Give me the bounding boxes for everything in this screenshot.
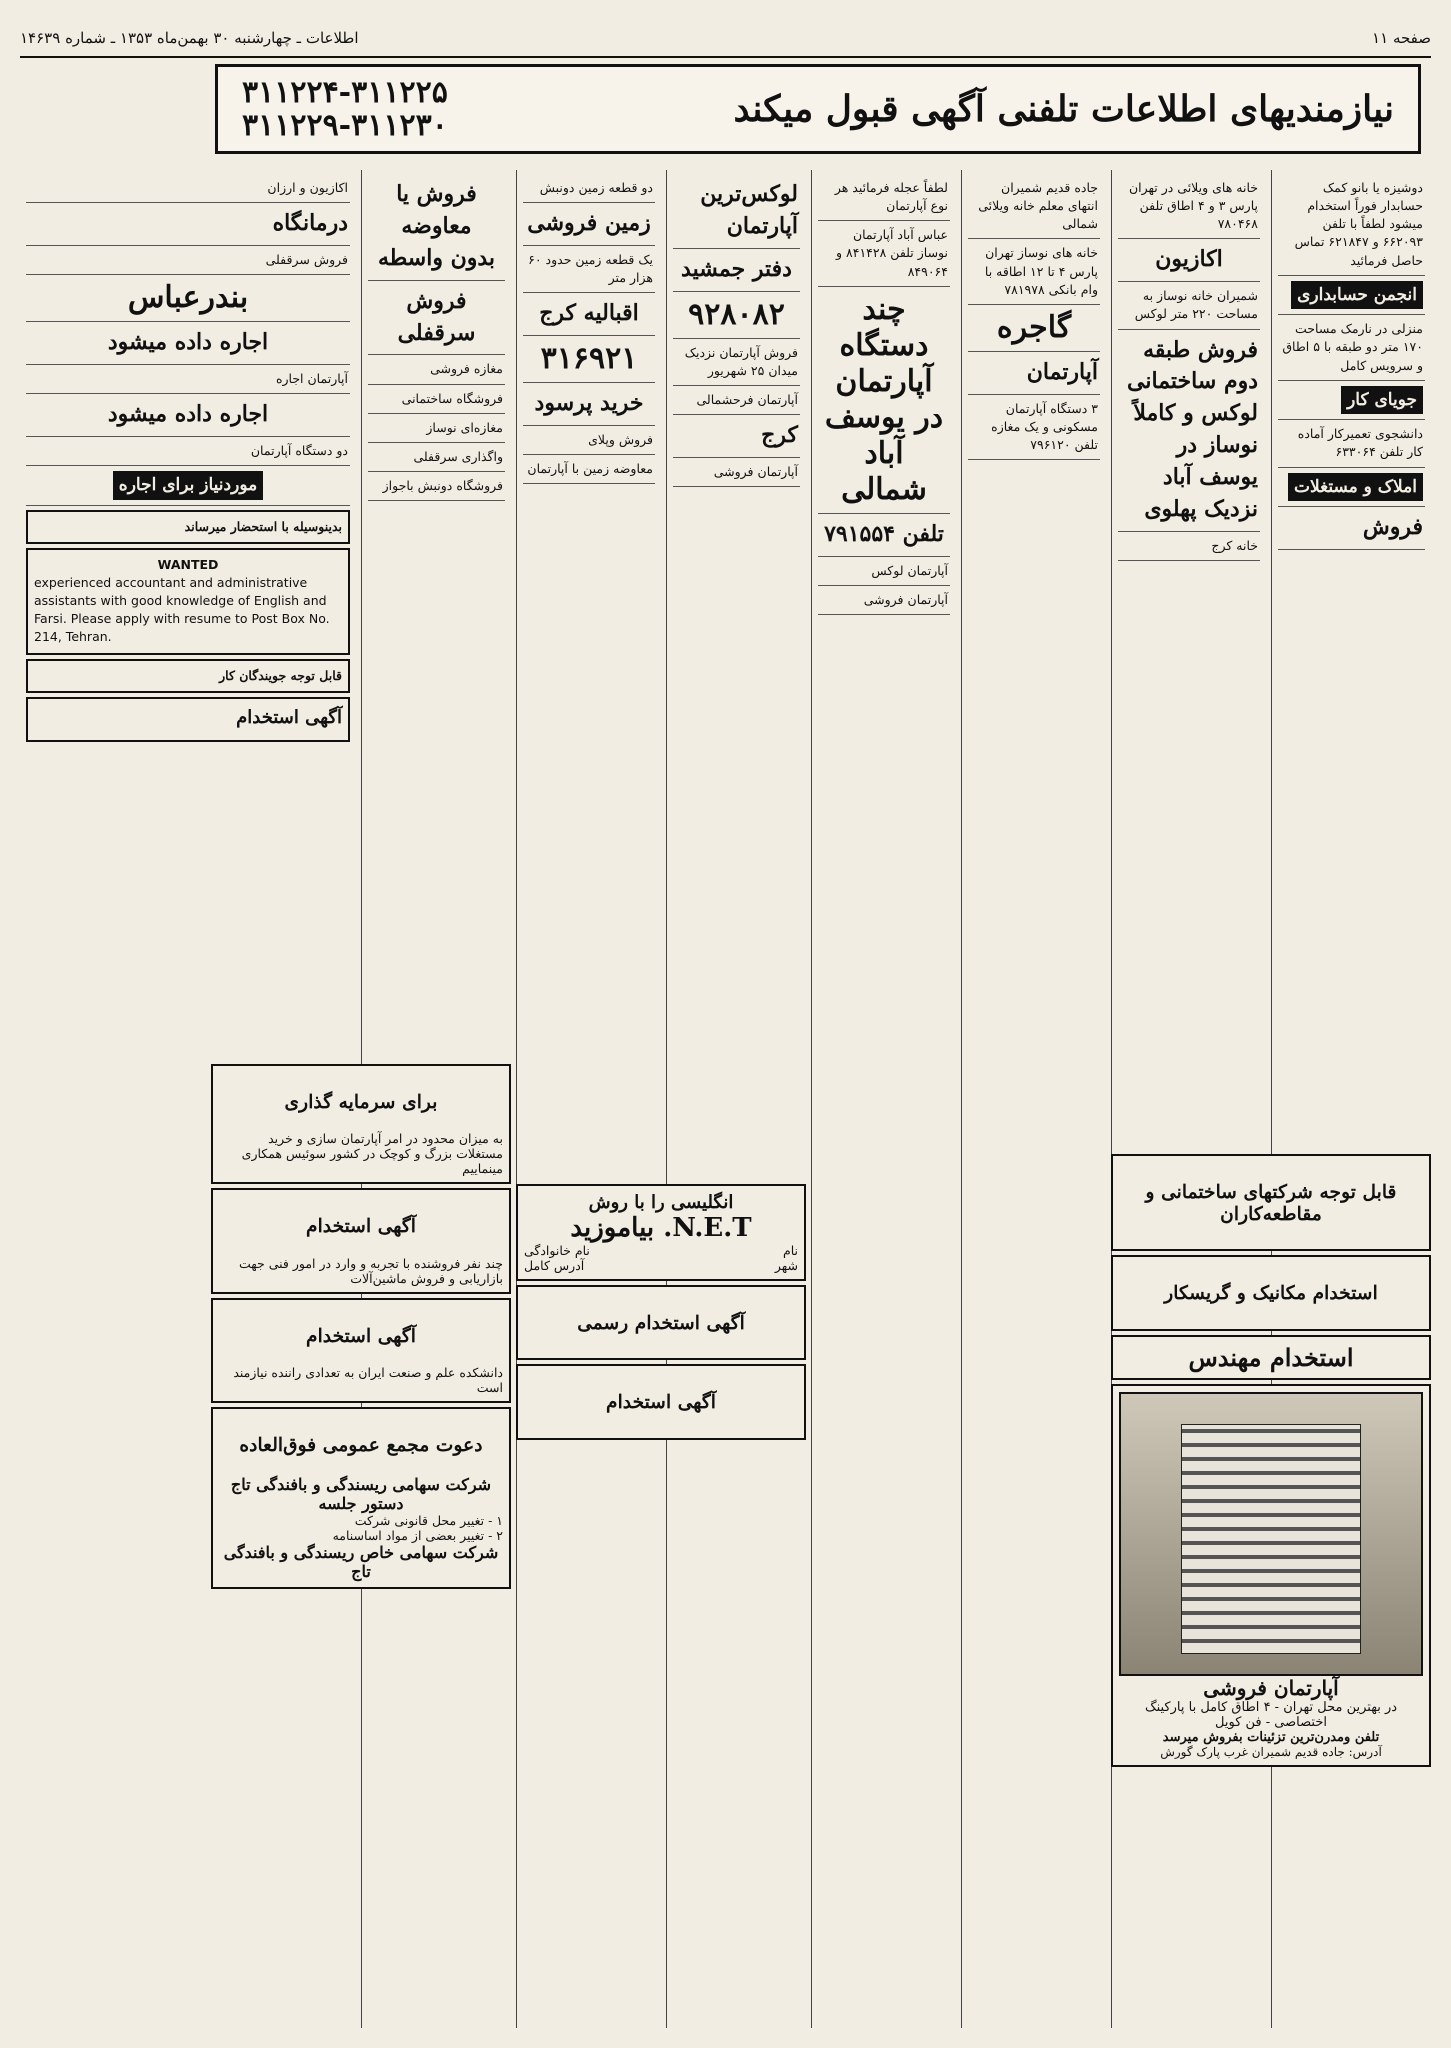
ad-goodwill-sale: فروش سرقفلی: [26, 246, 350, 275]
page-number: صفحه ۱۱: [1372, 29, 1431, 47]
ad-sale-or-swap: فروش یا معاوضه بدون واسطه: [368, 174, 505, 281]
ad-eghbalieh-phone: ۳۱۶۹۲۱: [523, 336, 655, 383]
ad-hiring-2: آگهی استخدام دانشکده علم و صنعت ایران به تعدادی راننده نیازمند است: [211, 1298, 511, 1403]
column-6: [516, 170, 661, 2028]
form-name: نام: [782, 1243, 798, 1258]
ad-abbasabad: عباس آباد آپارتمان نوساز تلفن ۸۴۱۴۲۸ و ۸۴۹۰۶۴: [818, 221, 950, 286]
ad-for-rent-1: اجاره داده میشود: [26, 322, 350, 365]
ad-official-hiring: آگهی استخدام رسمی: [516, 1285, 806, 1360]
ad-building-store: فروشگاه ساختمانی: [368, 385, 505, 414]
form-address: آدرس کامل: [524, 1258, 585, 1273]
ad-hiring-3: آگهی استخدام: [26, 697, 350, 742]
ad-investment: برای سرمایه گذاری به میزان محدود در امر آپارتمان سازی و خرید مستغلات بزرگ و کوچک در کشور سوئیس همکاری مینماییم: [211, 1064, 511, 1184]
ad-needed-for-rent: موردنیاز برای اجاره: [26, 466, 350, 506]
building-photo: [1119, 1392, 1423, 1676]
ad-clinic: درمانگاه: [26, 203, 350, 246]
ad-accountant: دوشیزه یا بانو کمک حسابدار فوراً استخدام میشود لطفاً با تلفن ۶۶۲۰۹۳ و ۶۲۱۸۴۷ تماس حاصل فرمائید: [1278, 174, 1425, 276]
ad-job-seekers-notice: قابل توجه جویندگان کار: [26, 659, 350, 693]
ad-apartment-sale: آپارتمان فروشی: [818, 586, 950, 615]
ad-jamshid-office: دفتر جمشید: [673, 249, 800, 292]
form-family: نام خانوادگی: [524, 1243, 590, 1258]
ad-two-lots: دو قطعه زمین دونبش: [523, 174, 655, 203]
issue-line: اطلاعات ـ چهارشنبه ۳۰ بهمن‌ماه ۱۳۵۳ ـ شماره ۱۴۶۳۹: [20, 29, 359, 47]
classifieds-banner: [215, 64, 1421, 154]
ad-technician: دانشجوی تعمیرکار آماده کار تلفن ۶۳۳۰۶۴: [1278, 420, 1425, 467]
ad-apartment-for-sale: آپارتمان فروشی: [673, 458, 800, 487]
ad-house-narmak: منزلی در نارمک مساحت ۱۷۰ متر دو طبقه با ۵ اطاق و سرویس کامل: [1278, 315, 1425, 380]
ad-hiring-4: آگهی استخدام: [516, 1364, 806, 1439]
ad-villas-tehranpars: خانه های ویلائی در تهران پارس ۳ و ۴ اطاق تلفن ۷۸۰۴۶۸: [1118, 174, 1260, 239]
column-4: [811, 170, 956, 2028]
banner-phones: [242, 76, 448, 142]
ad-licensed-store: فروشگاه دونبش باجواز: [368, 472, 505, 501]
ad-cheap-occasion: اکازیون و ارزان: [26, 174, 350, 203]
ad-general-meeting: دعوت مجمع عمومی فوق‌العاده شرکت سهامی ریسندگی و بافندگی تاج دستور جلسه ۱ - تغییر محل قانونی شرکت ۲ - تغییر بعضی از مواد اساسنامه شرکت سهامی خاص ریسندگی و بافندگی تاج: [211, 1407, 511, 1588]
ad-hiring-1: آگهی استخدام چند نفر فروشنده با تجربه و وارد در امور فنی جهت بازاریابی و فروش ماشین‌آلات: [211, 1188, 511, 1293]
ad-apartment: آپارتمان: [968, 352, 1100, 395]
section-real-estate: املاک و مستغلات: [1278, 468, 1425, 508]
ad-yousefabad-apartments: چند دستگاه آپارتمان در یوسف آباد شمالی: [818, 287, 950, 514]
ad-big-lot: یک قطعه زمین حدود ۶۰ هزار متر: [523, 246, 655, 293]
ad-apartment-photo-ad: آپارتمان فروشی در بهترین محل تهران - ۴ اطاق کامل با پارکینگ اختصاصی - فن کویل تلفن ومدرن‌ترین تزئینات بفروش میرسد آدرس: جاده قدیم شمیران غرب پارک گورش: [1111, 1384, 1431, 1767]
ad-two-apartments: دو دستگاه آپارتمان: [26, 437, 350, 466]
section-job-seekers: جویای کار: [1278, 381, 1425, 421]
wide-ads-center: [516, 1180, 806, 1444]
ad-luxury-apartment: آپارتمان لوکس: [818, 557, 950, 586]
banner-phones-2: ۳۱۱۲۲۹-۳۱۱۲۳۰: [242, 108, 448, 143]
ad-english-course: انگلیسی را با روش N.E.T. بیاموزید نام نام خانوادگی شهر آدرس کامل: [516, 1184, 806, 1281]
ad-bandar-abbas: بندرعباس: [26, 275, 350, 322]
ad-new-shop: مغازه‌ای نوساز: [368, 414, 505, 443]
ad-land-sale: زمین فروشی: [523, 203, 655, 246]
ad-shop-sale: مغازه فروشی: [368, 355, 505, 384]
ad-land-swap: معاوضه زمین با آپارتمان: [523, 455, 655, 484]
ad-mechanic: استخدام مکانیک و گریسکار: [1111, 1255, 1431, 1330]
ad-profitable: خرید پرسود: [523, 383, 655, 426]
ad-apartment-rent: آپارتمان اجاره: [26, 365, 350, 394]
ad-garage: گاجره: [968, 305, 1100, 352]
ad-villa-sale: فروش وپلای: [523, 426, 655, 455]
section-sale: فروش: [1278, 507, 1425, 550]
ad-for-rent-2: اجاره داده میشود: [26, 394, 350, 437]
section-accounting: انجمن حسابداری: [1278, 276, 1425, 316]
column-3: [961, 170, 1106, 2028]
ad-old-shemiran: جاده قدیم شمیران انتهای معلم خانه ویلائی شمالی: [968, 174, 1100, 239]
ad-new-houses: خانه های نوساز تهران پارس ۴ تا ۱۲ اطاقه با وام بانکی ۷۸۱۹۷۸: [968, 239, 1100, 304]
page-header: [20, 20, 1431, 58]
ad-wanted: WANTED experienced accountant and administrative assistants with good knowledge of English and Farsi. Please apply with resume to Post Box No. 214, Tehran.: [26, 548, 350, 655]
ad-yousefabad-floor: فروش طبقه دوم ساختمانی لوکس و کاملاً نوساز در یوسف آباد نزدیک پهلوی: [1118, 330, 1260, 532]
ad-hurry: لطفاً عجله فرمائید هر نوع آپارتمان: [818, 174, 950, 221]
ad-farah-north: آپارتمان فرحشمالی: [673, 386, 800, 415]
ad-notice-rent: بدینوسیله با استحضار میرساند: [26, 510, 350, 544]
form-city: شهر: [774, 1258, 798, 1273]
ad-karaj-house: خانه کرج: [1118, 532, 1260, 561]
ad-goodwill-transfer: واگذاری سرقفلی: [368, 443, 505, 472]
ad-karaj: کرج: [673, 415, 800, 458]
ad-three-apartments: ۳ دستگاه آپارتمان مسکونی و یک مغازه تلفن ۷۹۶۱۲۰: [968, 395, 1100, 460]
ad-sale-near-square: فروش آپارتمان نزدیک میدان ۲۵ شهریور: [673, 339, 800, 386]
column-5: [666, 170, 806, 2028]
wide-ads-left: [211, 1060, 511, 1593]
ad-jamshid-phone: ۹۲۸۰۸۲: [673, 292, 800, 339]
ad-shemiran-house: شمیران خانه نوساز به مساحت ۲۲۰ متر لوکس: [1118, 282, 1260, 329]
wide-ads-right: [1111, 1150, 1431, 1771]
ad-goodwill: فروش سرقفلی: [368, 281, 505, 356]
ad-phone: تلفن ۷۹۱۵۵۴: [818, 514, 950, 557]
ad-eghbalieh: اقبالیه کرج: [523, 293, 655, 336]
ad-occasion: اکازیون: [1118, 239, 1260, 282]
banner-title: نیازمندیهای اطلاعات تلفنی آگهی قبول میکند: [733, 88, 1394, 130]
banner-phones-1: ۳۱۱۲۲۴-۳۱۱۲۲۵: [242, 75, 448, 110]
ad-contractors: قابل توجه شرکتهای ساختمانی و مقاطعه‌کاران: [1111, 1154, 1431, 1251]
ad-engineer: استخدام مهندس: [1111, 1335, 1431, 1380]
ad-most-luxury: لوکس‌ترین آپارتمان: [673, 174, 800, 249]
